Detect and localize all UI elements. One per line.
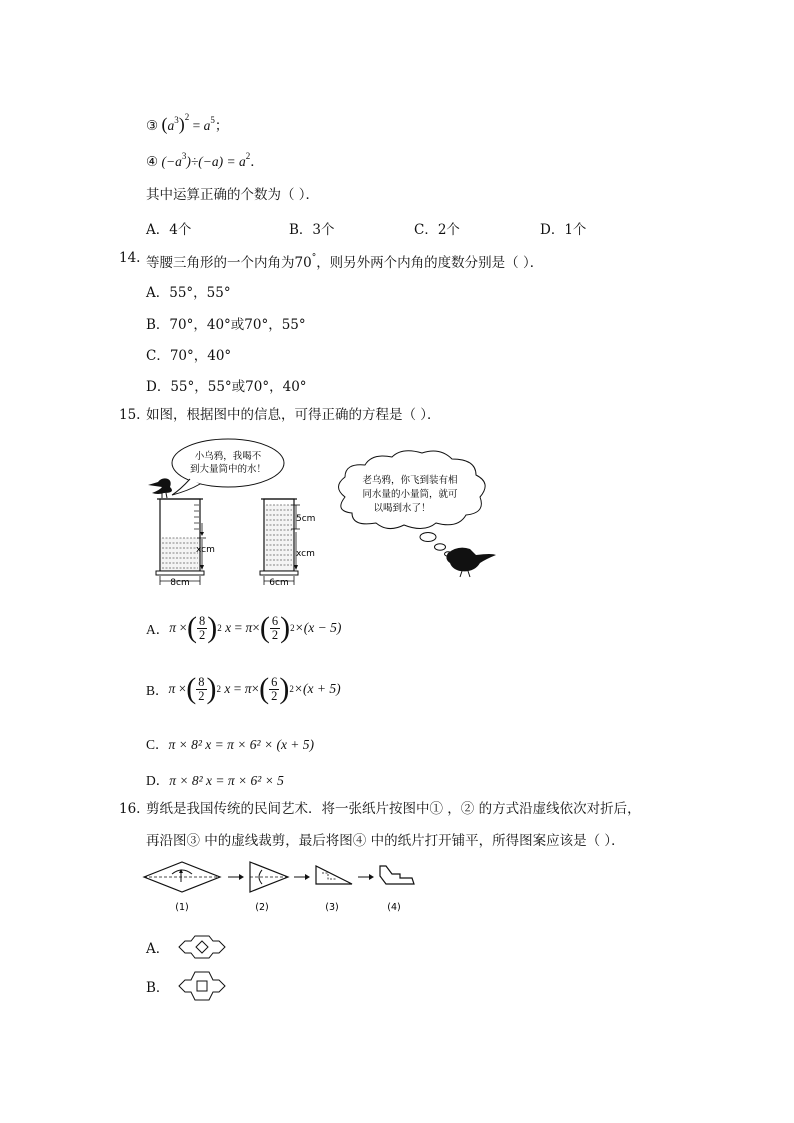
q13-item-4: ④ $(-a^3)\div(-a) = a^2$． [146,151,264,169]
fold-figure-2 [250,862,288,913]
label-6cm: 6cm [269,578,289,588]
q15-option-c[interactable]: C．π × 8² x = π × 6² × (x + 5) [146,737,315,752]
option-b-pattern [171,968,233,1004]
q15-option-a[interactable]: A． π × ( $\frac{8}{2}$ ) 2 x = π × ( $\frac{6}{2}$ ) 2 ×(x − 5) [146,611,342,644]
q13-option-d[interactable]: D．1个 [540,222,587,238]
q14-option-c[interactable]: C．70°，40° [146,348,232,364]
q13-option-b[interactable]: B．3个 [289,222,335,238]
q14-option-b[interactable]: B．70°，40°或70°，55° [146,317,306,333]
left-bubble-line-1: 小乌鸦，我喝不 [194,451,262,462]
q16-folding-figures [140,860,430,918]
small-cylinder [260,499,315,588]
q16-line-2: 再沿图③ 中的虚线裁剪，最后将图④ 中的纸片打开铺平，所得图案应该是（ ）． [146,833,625,849]
fold-figure-3 [316,866,352,913]
q16-line-1: 剪纸是我国传统的民间艺术．将一张纸片按图中① ，② 的方式沿虚线依次对折后， [146,801,641,817]
q14-option-d[interactable]: D．55°，55°或70°，40° [146,379,307,395]
q15-option-b[interactable]: B． π × ( $\frac{8}{2}$ ) 2 x = π × ( $\frac{6}{2}$ ) 2 ×(x + 5) [146,672,341,705]
option-a-pattern [171,930,233,964]
small-crow-icon [148,478,172,498]
q16-option-b[interactable]: B． [146,968,233,1004]
q15-option-d[interactable]: D．π × 8² x = π × 6² × 5 [146,773,284,788]
q14-question: 等腰三角形的一个内角为70°，则另外两个内角的度数分别是（ ）． [146,253,544,271]
q15-figure [140,435,510,590]
q15-number: 15. [119,407,141,423]
label-xcm-right: xcm [296,549,315,559]
q16-option-a[interactable]: A． [146,930,233,964]
right-bubble-line-3: 以喝到水了！ [373,503,431,514]
label-8cm: 8cm [170,578,190,588]
left-speech-bubble [172,439,284,495]
right-cloud-bubble [339,451,486,556]
fig-label-4: (4) [387,902,401,913]
q13-option-c[interactable]: C．2个 [414,222,460,238]
q13-option-a[interactable]: A．4个 [146,222,192,238]
label-5cm: 5cm [296,514,316,524]
right-bubble-line-1: 老乌鸦，你飞到装有相 [362,475,458,486]
q13-question: 其中运算正确的个数为（ ）． [146,187,320,203]
fold-figure-4 [380,866,414,913]
large-cylinder [156,499,215,588]
left-bubble-line-2: 到大量筒中的水！ [189,464,267,475]
q14-number: 14. [119,250,141,266]
fig-label-2: (2) [255,902,269,913]
q16-number: 16. [119,801,141,817]
q13-item-3: ③ $(a^3)^2 = a^5$； [146,112,229,134]
label-xcm-left: xcm [196,545,215,555]
right-bubble-line-2: 同水量的小量筒，就可 [362,489,458,500]
fig-label-3: (3) [325,902,339,913]
fig-label-1: (1) [175,902,189,913]
q15-question: 如图，根据图中的信息，可得正确的方程是（ ）． [146,407,441,423]
q14-option-a[interactable]: A．55°，55° [146,285,231,301]
old-crow-icon [446,548,496,577]
fold-figure-1 [144,862,220,913]
